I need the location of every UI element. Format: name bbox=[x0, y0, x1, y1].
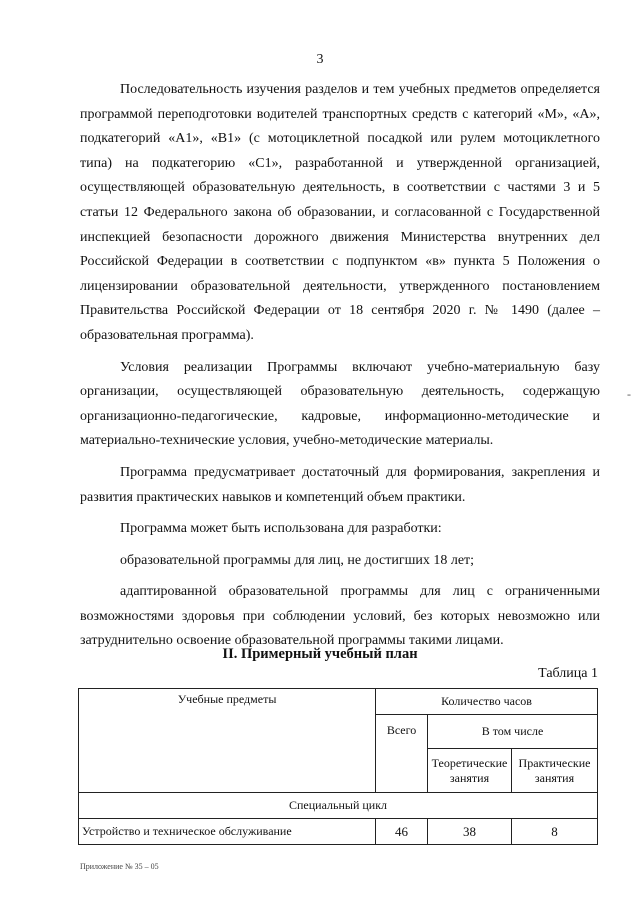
header-including: В том числе bbox=[428, 715, 598, 749]
paragraph-usage-item-2: адаптированной образовательной программы для лиц с ограниченными возможностями здоровья при соблюдении условий, без которых невозможно или затруднительно освоение образовательной программы такими лицами. bbox=[80, 584, 600, 649]
header-subjects: Учебные предметы bbox=[79, 689, 376, 793]
margin-mark: - bbox=[627, 387, 631, 401]
paragraph-sequence: Последовательность изучения разделов и тем учебных предметов определяется программой переподготовки водителей транспортных средств с категорий «М», «А», подкатегорий «А1», «В1» (с мотоциклетной посадкой или рулем мотоциклетного типа) на подкатегорию «С1», разработанной и утвержденной организацией, осуществляющей образовательную деятельность, в соответствии с частями 3 и 5 статьи 12 Федерального закона об образовании, и согласованной с Государственной инспекцией безопасности дорожного движения Министерства внутренних дел Российской Федерации в соответствии с подпунктом «в» пункта 5 Положения о лицензировании образовательной деятельности, утвержденного постановлением Правительства Российской Федерации от 18 сентября 2020 г. № 1490 (далее – образовательная программа). bbox=[80, 82, 600, 343]
footer-note: Приложение № 35 – 05 bbox=[80, 862, 159, 871]
section-title: II. Примерный учебный план bbox=[222, 646, 418, 662]
cycle-row: Специальный цикл bbox=[79, 793, 598, 819]
paragraph-conditions: Условия реализации Программы включают учебно-материальную базу организации, осуществляющей образовательную деятельность, содержащую организационно-педагогические, кадровые, информационно-методические и материально-технические условия, учебно-методические материалы. bbox=[80, 359, 600, 449]
header-total: Всего bbox=[376, 715, 428, 793]
row-practice: 8 bbox=[512, 819, 598, 845]
row-subject: Устройство и техническое обслуживание bbox=[79, 819, 376, 845]
table-row bbox=[79, 819, 598, 845]
curriculum-table bbox=[78, 688, 598, 845]
paragraph-usage: Программа может быть использована для разработки: bbox=[120, 521, 442, 537]
header-hours: Количество часов bbox=[376, 689, 598, 715]
paragraph-usage-item-1: образовательной программы для лиц, не достигших 18 лет; bbox=[120, 552, 475, 568]
paragraph-practice: Программа предусматривает достаточный для формирования, закрепления и развития практических навыков и компетенций объем практики. bbox=[80, 464, 600, 505]
page-number: 3 bbox=[316, 52, 324, 67]
body-text bbox=[80, 78, 600, 654]
row-theory: 38 bbox=[428, 819, 512, 845]
header-theory: Теоретические занятия bbox=[428, 749, 512, 793]
header-practice: Практические занятия bbox=[512, 749, 598, 793]
row-total: 46 bbox=[376, 819, 428, 845]
table-caption: Таблица 1 bbox=[538, 666, 598, 681]
